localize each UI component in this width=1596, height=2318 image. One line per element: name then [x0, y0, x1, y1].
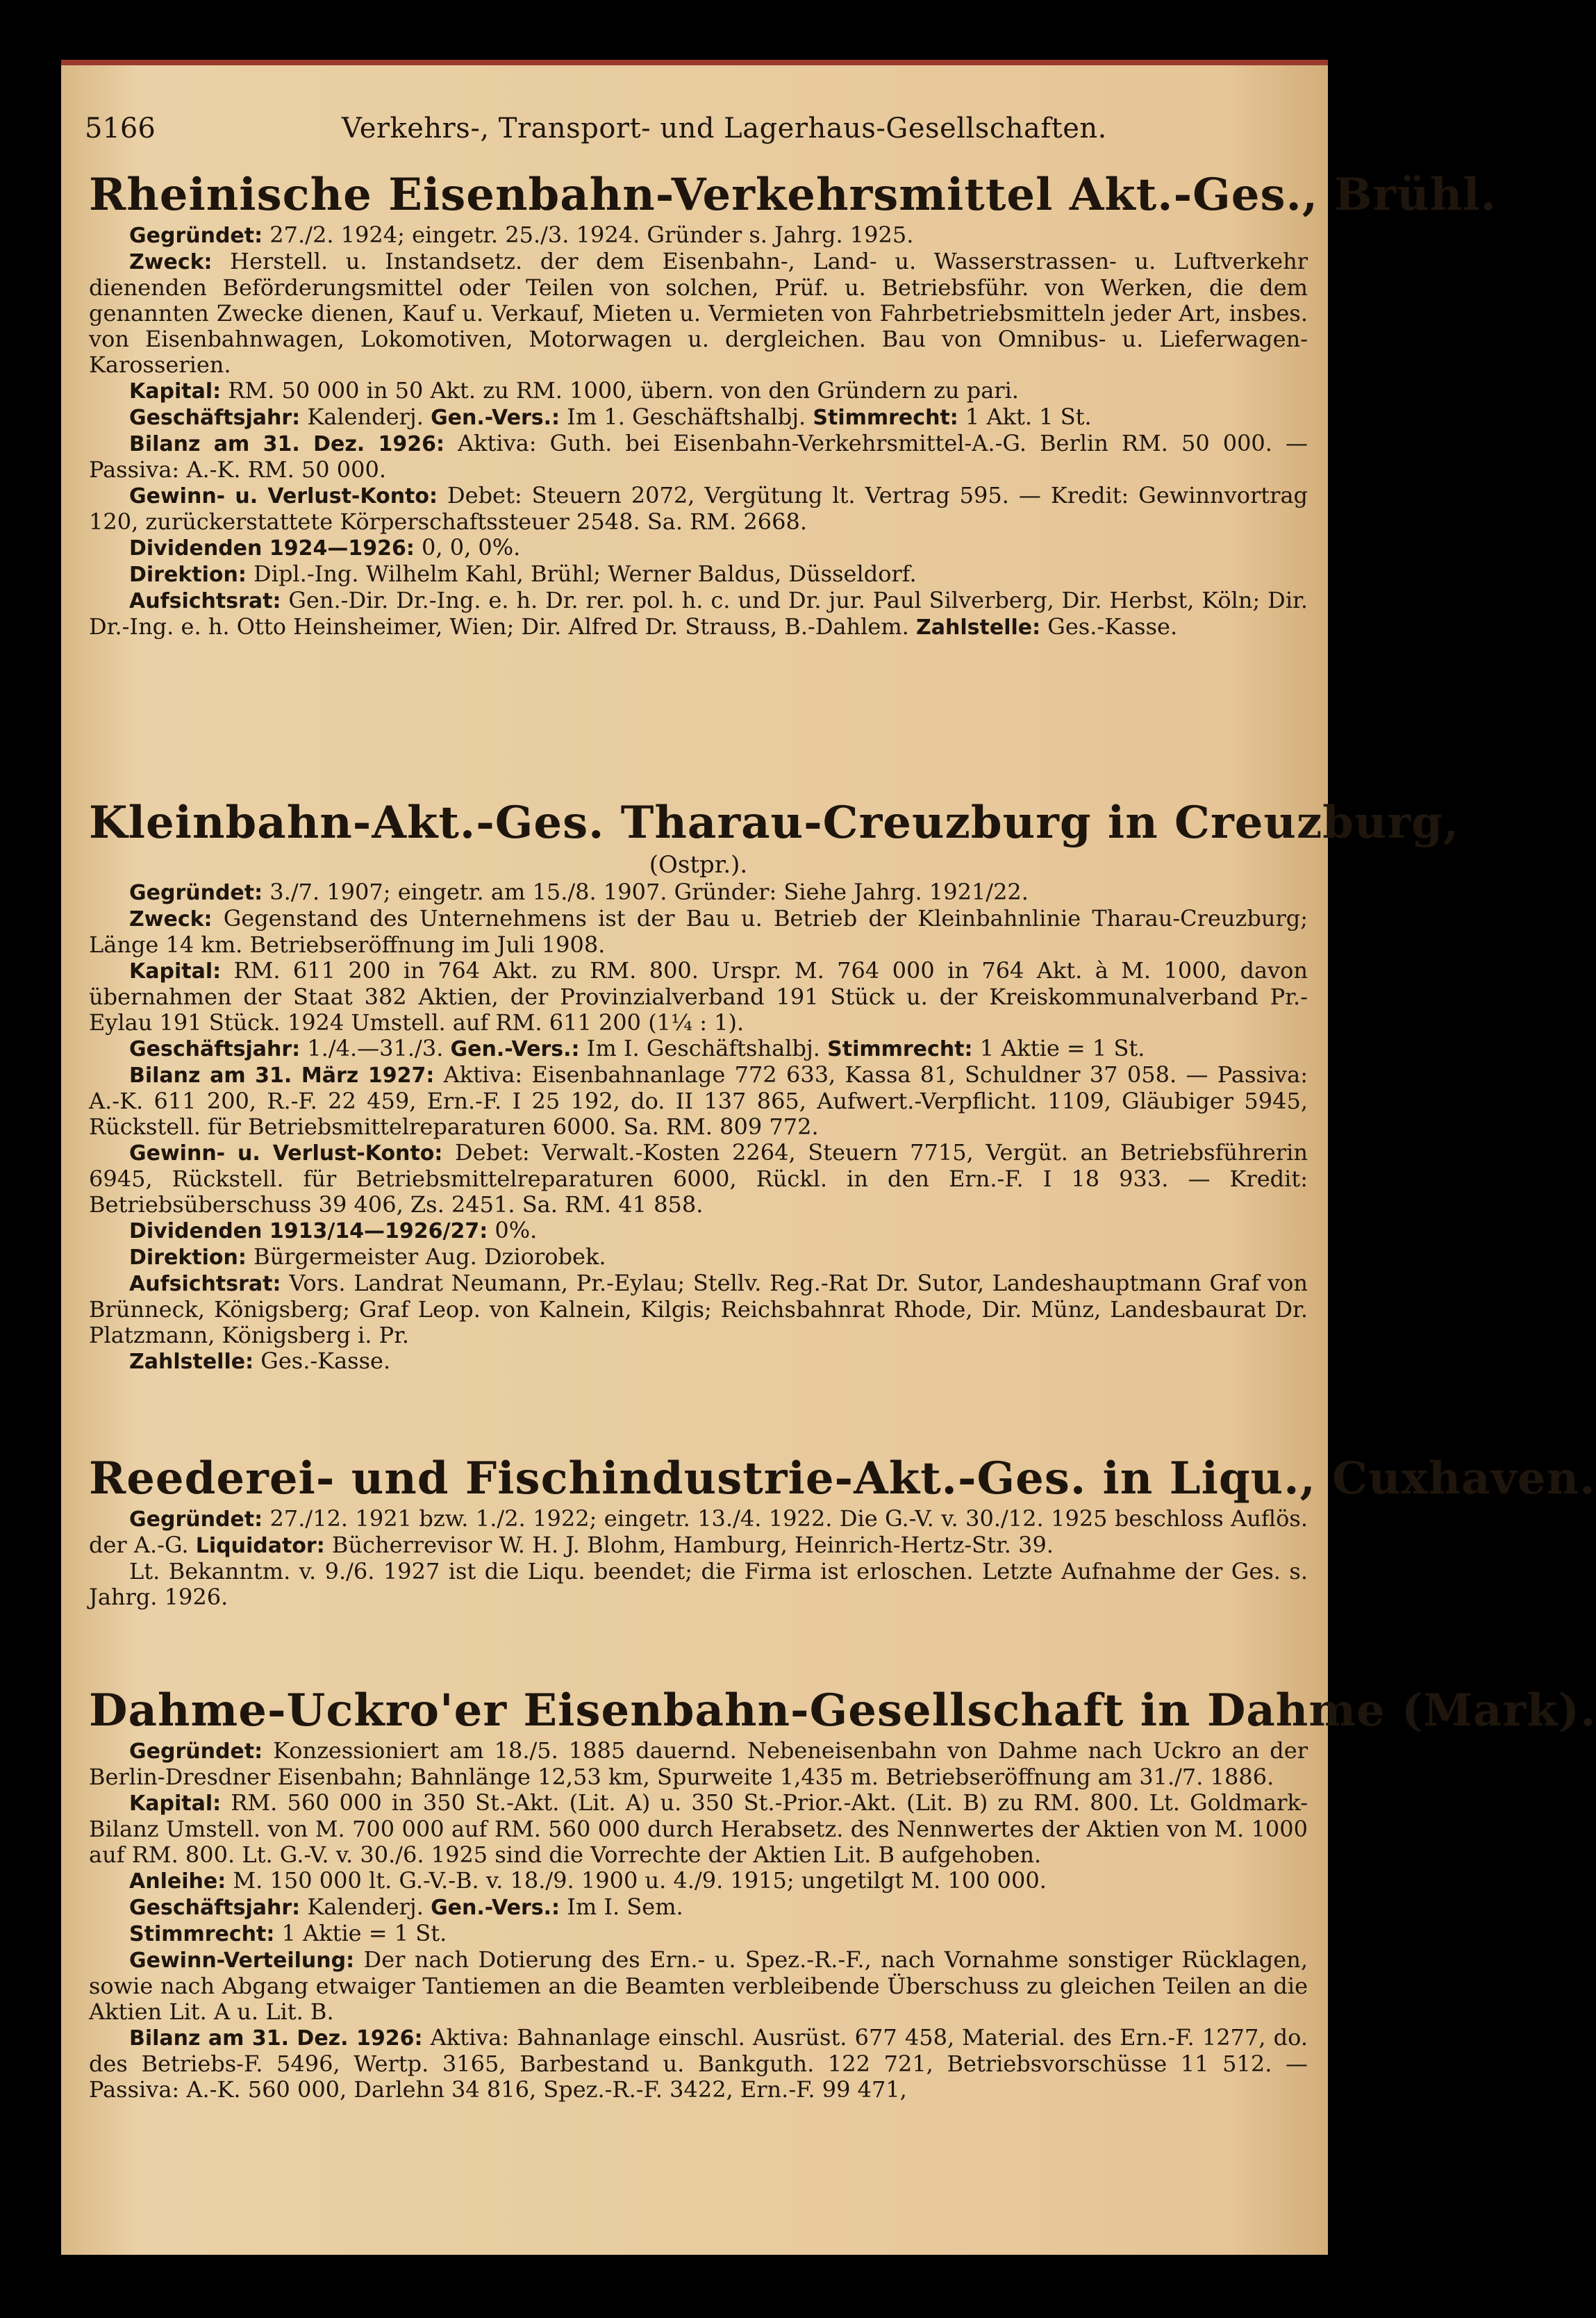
entry-paragraph: Lt. Bekanntm. v. 9./6. 1927 ist die Liqu. beendet; die Firma ist erloschen. Letzte Aufnahme der Ges. s. Jahrg. 1926.	[89, 1558, 1308, 1610]
company-title: Reederei- und Fischindustrie-Akt.-Ges. in Liqu., Cuxhaven.	[89, 1452, 1596, 1505]
company-entry	[89, 1684, 1596, 2103]
entry-paragraph: Kapital: RM. 50 000 in 50 Akt. zu RM. 1000, übern. von den Gründern zu pari.	[129, 377, 1019, 404]
entry-paragraph: Dividenden 1913/14—1926/27: 0%.	[129, 1217, 538, 1243]
entry-paragraph: Gegründet: 27./12. 1921 bzw. 1./2. 1922; eingetr. 13./4. 1922. Die G.-V. v. 30./12. 1925 beschloss Auflös. der A.-G. Liquidator: Bücherrevisor W. H. J. Blohm, Hamburg, Heinrich-Hertz-Str. 39.	[89, 1505, 1308, 1558]
entry-paragraph: Direktion: Bürgermeister Aug. Dziorobek.	[129, 1243, 606, 1270]
entry-paragraph: Dividenden 1924—1926: 0, 0, 0%.	[129, 534, 521, 561]
entry-paragraph: Bilanz am 31. Dez. 1926: Aktiva: Bahnanlage einschl. Ausrüst. 677 458, Material. des Ern.-F. 1277, do. des Betriebs-F. 5496, Wertp. 3165, Barbestand u. Bankguth. 122 721, Betriebsvorschüsse 11 512. — Passiva: A.-K. 560 000, Darlehn 34 816, Spez.-R.-F. 3422, Ern.-F. 99 471,	[89, 2024, 1308, 2103]
entry-paragraph: Kapital: RM. 611 200 in 764 Akt. zu RM. 800. Urspr. M. 764 000 in 764 Akt. à M. 1000, davon übernahmen der Staat 382 Aktien, der Provinzialverband 191 Stück u. der Kreiskommunalverband Pr.-Eylau 191 Stück. 1924 Umstell. auf RM. 611 200 (1¼ : 1).	[89, 957, 1308, 1036]
entry-paragraph: Anleihe: M. 150 000 lt. G.-V.-B. v. 18./9. 1900 u. 4./9. 1915; ungetilgt M. 100 000.	[129, 1867, 1047, 1894]
entry-paragraph: Gewinn- u. Verlust-Konto: Debet: Steuern 2072, Vergütung lt. Vertrag 595. — Kredit: Gewinnvortrag 120, zurückerstattete Körperschaftssteuer 2548. Sa. RM. 2668.	[89, 482, 1308, 535]
entry-paragraph: Direktion: Dipl.-Ing. Wilhelm Kahl, Brühl; Werner Baldus, Düsseldorf.	[129, 561, 917, 587]
entry-paragraph: Gegründet: 27./2. 1924; eingetr. 25./3. 1924. Gründer s. Jahrg. 1925.	[129, 222, 914, 248]
entry-paragraph: Kapital: RM. 560 000 in 350 St.-Akt. (Lit. A) u. 350 St.-Prior.-Akt. (Lit. B) zu RM. 800. Lt. Goldmark-Bilanz Umstell. von M. 700 000 auf RM. 560 000 durch Herabsetz. des Nennwertes der Aktien von M. 1000 auf RM. 800. Lt. G.-V. v. 30./6. 1925 sind die Vorrechte der Aktien Lit. B aufgehoben.	[89, 1789, 1308, 1868]
entry-paragraph: Bilanz am 31. März 1927: Aktiva: Eisenbahnanlage 772 633, Kassa 81, Schuldner 37 058. — Passiva: A.-K. 611 200, R.-F. 22 459, Ern.-F. I 25 192, do. II 137 865, Aufwert.-Verpflicht. 1109, Gläubiger 5945, Rückstell. für Betriebsmittelreparaturen 6000. Sa. RM. 809 772.	[89, 1061, 1308, 1140]
book-page	[61, 60, 1596, 2255]
company-title: Kleinbahn-Akt.-Ges. Tharau-Creuzburg in Creuzburg,	[89, 797, 1460, 849]
entry-paragraph: Aufsichtsrat: Vors. Landrat Neumann, Pr.-Eylau; Stellv. Reg.-Rat Dr. Sutor, Landeshauptmann Graf von Brünneck, Königsberg; Graf Leop. von Kalnein, Kilgis; Reichsbahnrat Rhode, Dir. Münz, Landesbaurat Dr. Platzmann, Königsberg i. Pr.	[89, 1270, 1308, 1348]
company-entry	[89, 168, 1497, 640]
entry-paragraph: Gegründet: Konzessioniert am 18./5. 1885 dauernd. Nebeneisenbahn von Dahme nach Uckro an der Berlin-Dresdner Eisenbahn; Bahnlänge 12,53 km, Spurweite 1,435 m. Betriebseröffnung am 31./7. 1886.	[89, 1737, 1308, 1790]
company-entry	[89, 796, 1460, 1375]
entry-paragraph: Gewinn- u. Verlust-Konto: Debet: Verwalt.-Kosten 2264, Steuern 7715, Vergüt. an Betriebsführerin 6945, Rückstell. für Betriebsmittelreparaturen 6000, Rückl. in den Ern.-F. I 18 933. — Kredit: Betriebsüberschuss 39 406, Zs. 2451. Sa. RM. 41 858.	[89, 1139, 1308, 1218]
company-title: Rheinische Eisenbahn-Verkehrsmittel Akt.-Ges., Brühl.	[89, 169, 1497, 221]
entry-paragraph: Zweck: Gegenstand des Unternehmens ist der Bau u. Betrieb der Kleinbahnlinie Tharau-Creuzburg; Länge 14 km. Betriebseröffnung im Juli 1908.	[89, 905, 1308, 958]
running-title: Verkehrs-, Transport- und Lagerhaus-Gesellschaften.	[342, 113, 1107, 144]
entry-paragraph: Gegründet: 3./7. 1907; eingetr. am 15./8. 1907. Gründer: Siehe Jahrg. 1921/22.	[129, 879, 1029, 905]
entry-paragraph: Zweck: Herstell. u. Instandsetz. der dem Eisenbahn-, Land- u. Wasserstrassen- u. Luftverkehr dienenden Beförderungsmittel oder Teilen von solchen, Prüf. u. Betriebsführ. von Werken, die dem genannten Zwecke dienen, Kauf u. Verkauf, Mieten u. Vermieten von Fahrbetriebsmitteln jeder Art, insbes. von Eisenbahnwagen, Lokomotiven, Motorwagen u. dergleichen. Bau von Omnibus- u. Lieferwagen-Karosserien.	[89, 248, 1308, 378]
entry-paragraph: Zahlstelle: Ges.-Kasse.	[129, 1348, 391, 1374]
entry-paragraph: Stimmrecht: 1 Aktie = 1 St.	[129, 1920, 447, 1946]
entry-paragraph: Geschäftsjahr: Kalenderj. Gen.-Vers.: Im 1. Geschäftshalbj. Stimmrecht: 1 Akt. 1 St.	[129, 404, 1092, 430]
entry-paragraph: Aufsichtsrat: Gen.-Dir. Dr.-Ing. e. h. Dr. rer. pol. h. c. und Dr. jur. Paul Silverberg, Dir. Herbst, Köln; Dir. Dr.-Ing. e. h. Otto Heinsheimer, Wien; Dir. Alfred Dr. Strauss, B.-Dahlem. Zahlstelle: Ges.-Kasse.	[89, 587, 1308, 640]
entry-paragraph: Bilanz am 31. Dez. 1926: Aktiva: Guth. bei Eisenbahn-Verkehrsmittel-A.-G. Berlin RM. 50 000. — Passiva: A.-K. RM. 50 000.	[89, 430, 1308, 483]
company-entry	[89, 1452, 1596, 1610]
entry-paragraph: Gewinn-Verteilung: Der nach Dotierung des Ern.- u. Spez.-R.-F., nach Vornahme sonstiger Rücklagen, sowie nach Abgang etwaiger Tantiemen an die Beamten verbleibende Überschuss zu gleichen Teilen an die Aktien Lit. A u. Lit. B.	[89, 1946, 1308, 2025]
entry-paragraph: Geschäftsjahr: Kalenderj. Gen.-Vers.: Im I. Sem.	[129, 1894, 683, 1920]
company-title: Dahme-Uckro'er Eisenbahn-Gesellschaft in Dahme (Mark).	[89, 1684, 1596, 1737]
entry-paragraph: Geschäftsjahr: 1./4.—31./3. Gen.-Vers.: Im I. Geschäftshalbj. Stimmrecht: 1 Aktie = 1 St.	[129, 1035, 1145, 1061]
page-number: 5166	[85, 113, 156, 144]
company-subtitle: (Ostpr.).	[649, 851, 748, 879]
